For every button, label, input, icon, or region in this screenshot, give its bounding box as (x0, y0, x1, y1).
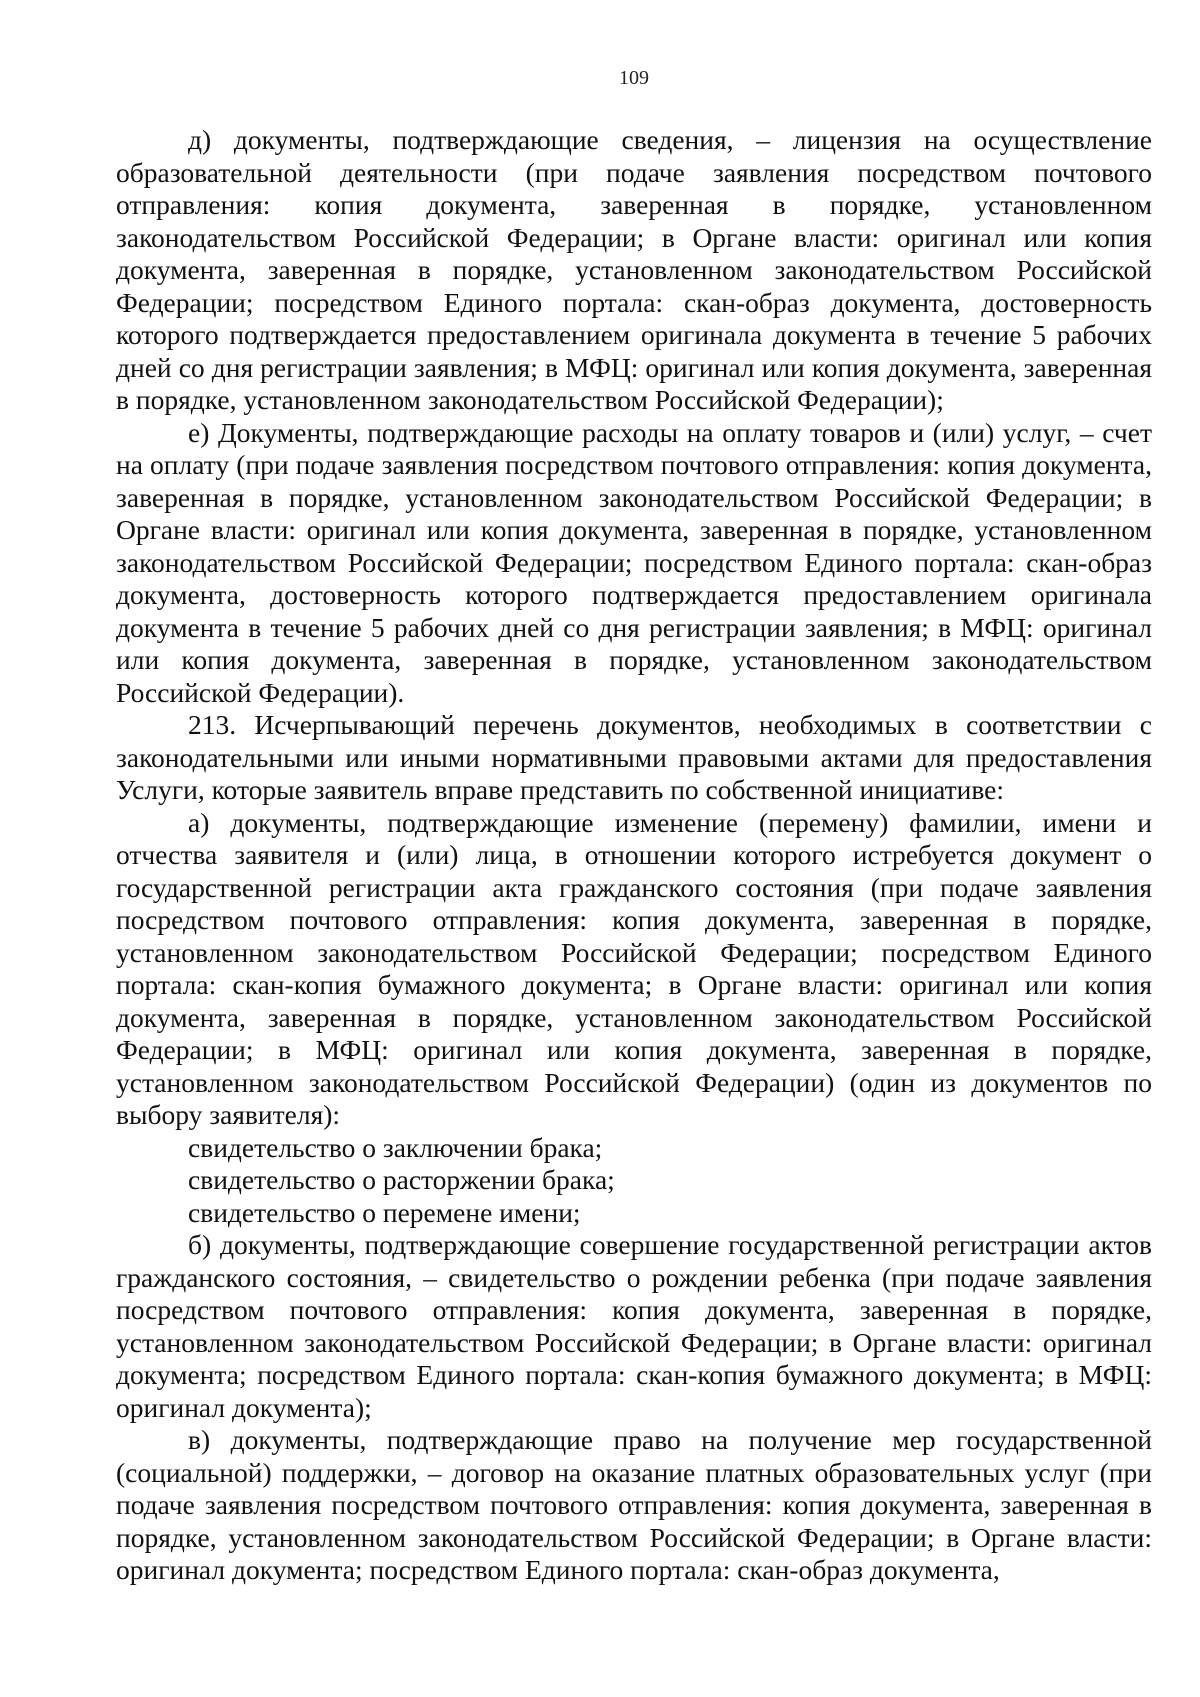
paragraph-v-support-rights: в) документы, подтверждающие право на получение мер государственной (социальной) поддержки, – договор на оказание платных образовательных услуг (при подаче заявления посредством почтового отправления: копия документа, заверенная в порядке, установленном законодательством Российской Федерации; в Органе власти: оригинал документа; посредством Единого портала: скан-образ документа, (116, 1424, 1152, 1585)
paragraph-b-civil-registration: б) документы, подтверждающие совершение государственной регистрации актов гражданского состояния, – свидетельство о рождении ребенка (при подаче заявления посредством почтового отправления: копия документа, заверенная в порядке, установленном законодательством Российской Федерации; в Органе власти: оригинал документа; посредством Единого портала: скан-копия бумажного документа; в МФЦ: оригинал документа); (116, 1229, 1152, 1423)
list-item-divorce-certificate: свидетельство о расторжении брака; (188, 1164, 615, 1195)
list-item-marriage-certificate: свидетельство о заключении брака; (188, 1131, 603, 1163)
list-item-name-change-certificate: свидетельство о перемене имени; (188, 1196, 581, 1228)
paragraph-e-expenses: е) Документы, подтверждающие расходы на оплату товаров и (или) услуг, – счет на оплату (при подаче заявления посредством почтового отправления: копия документа, заверенная в порядке, установленном законодательством Российской Федерации; в Органе власти: оригинал или копия документа, заверенная в порядке, установленном законодательством Российской Федерации; посредством Единого портала: скан-образ документа, достоверность которого подтверждается предоставлением оригинала документа в течение 5 рабочих дней со дня регистрации заявления; в МФЦ: оригинал или копия документа, заверенная в порядке, установленном законодательством Российской Федерации). (116, 416, 1152, 708)
document-body (116, 124, 1152, 1587)
paragraph-213-heading: 213. Исчерпывающий перечень документов, необходимых в соответствии с законодательными или иными нормативными правовыми актами для предоставления Услуги, которые заявитель вправе представить по собственной инициативе: (116, 709, 1152, 805)
paragraph-a-name-change: а) документы, подтверждающие изменение (перемену) фамилии, имени и отчества заявителя и (или) лица, в отношении которого истребуется документ о государственной регистрации акта гражданского состояния (при подаче заявления посредством почтового отправления: копия документа, заверенная в порядке, установленном законодательством Российской Федерации; посредством Единого портала: скан-копия бумажного документа; в Органе власти: оригинал или копия документа, заверенная в порядке, установленном законодательством Российской Федерации; в МФЦ: оригинал или копия документа, заверенная в порядке, установленном законодательством Российской Федерации) (один из документов по выбору заявителя): (116, 806, 1152, 1130)
paragraph-d-license: д) документы, подтверждающие сведения, – лицензия на осуществление образовательной деятельности (при подаче заявления посредством почтового отправления: копия документа, заверенная в порядке, установленном законодательством Российской Федерации; в Органе власти: оригинал или копия документа, заверенная в порядке, установленном законодательством Российской Федерации; посредством Единого портала: скан-образ документа, достоверность которого подтверждается предоставлением оригинала документа в течение 5 рабочих дней со дня регистрации заявления; в МФЦ: оригинал или копия документа, заверенная в порядке, установленном законодательством Российской Федерации); (116, 124, 1152, 415)
page-number: 109 (619, 67, 649, 89)
